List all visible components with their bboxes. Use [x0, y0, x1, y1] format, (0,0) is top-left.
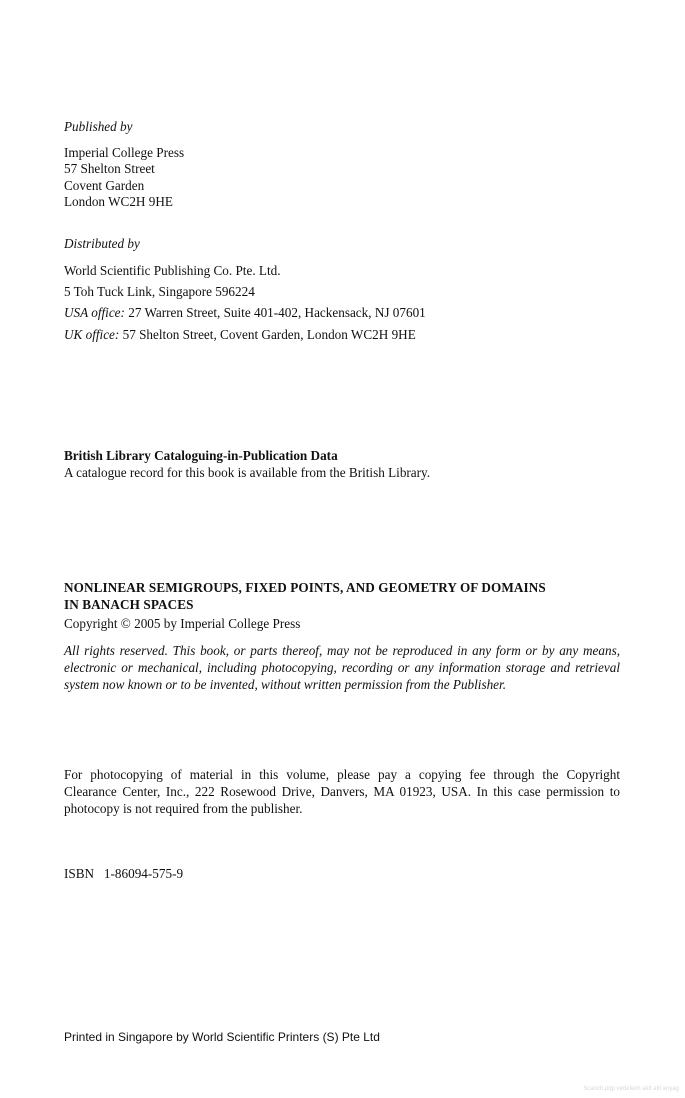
usa-office-label: USA office: [64, 305, 125, 320]
rights-line-1: All rights reserved. This book, or parts thereof, may not be reproduced in any form or by any means, [64, 643, 620, 658]
isbn: ISBN 1-86094-575-9 [64, 866, 184, 881]
book-title-line-2: IN BANACH SPACES [64, 597, 194, 612]
scan-watermark: Scanch.pqp vedeleim akit alti anyag [583, 1086, 679, 1092]
cip-heading: British Library Cataloguing-in-Publication Data [64, 448, 338, 463]
uk-office-line [64, 327, 416, 343]
rights-line-3: system now known or to be invented, without written permission from the Publisher. [64, 677, 506, 692]
publisher-city: London WC2H 9HE [64, 194, 173, 209]
usa-office-line [64, 305, 426, 321]
photocopy-line-3: photocopy is not required from the publisher. [64, 801, 303, 816]
published-by-heading: Published by [64, 119, 133, 134]
uk-office-label: UK office: [64, 327, 120, 342]
distributor-name: World Scientific Publishing Co. Pte. Ltd. [64, 263, 281, 278]
copyright-notice: Copyright © 2005 by Imperial College Press [64, 616, 301, 631]
cip-text: A catalogue record for this book is available from the British Library. [64, 465, 431, 480]
publisher-district: Covent Garden [64, 178, 145, 193]
distributed-by-heading: Distributed by [64, 236, 140, 251]
uk-office-address: 57 Shelton Street, Covent Garden, London WC2H 9HE [122, 327, 416, 342]
rights-line-2: electronic or mechanical, including photocopying, recording or any information storage and retrieval [64, 660, 620, 675]
publisher-street: 57 Shelton Street [64, 161, 155, 176]
publisher-name: Imperial College Press [64, 145, 185, 160]
usa-office-address: 27 Warren Street, Suite 401-402, Hackensack, NJ 07601 [128, 305, 426, 320]
printed-in: Printed in Singapore by World Scientific Printers (S) Pte Ltd [64, 1030, 380, 1044]
photocopy-line-2: Clearance Center, Inc., 222 Rosewood Drive, Danvers, MA 01923, USA. In this case permission to [64, 784, 620, 799]
distributor-address: 5 Toh Tuck Link, Singapore 596224 [64, 284, 255, 299]
book-title-line-1: NONLINEAR SEMIGROUPS, FIXED POINTS, AND GEOMETRY OF DOMAINS [64, 580, 546, 595]
photocopy-line-1: For photocopying of material in this volume, please pay a copying fee through the Copyright [64, 767, 620, 782]
